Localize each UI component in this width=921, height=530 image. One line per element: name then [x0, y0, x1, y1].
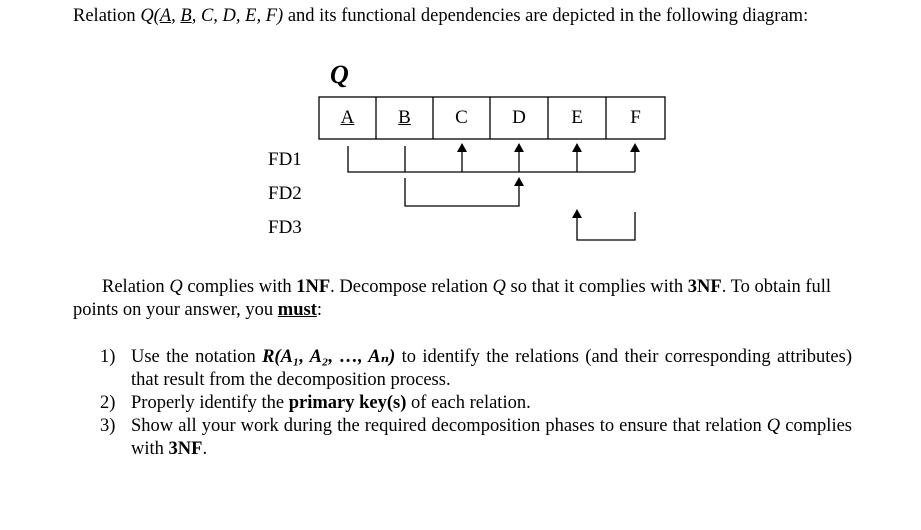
requirements-list [100, 346, 852, 461]
fd1-line [348, 146, 635, 172]
intro-text: Relation Q(A, B, C, D, E, F) and its functional dependencies are depicted in the following diagram: [73, 6, 809, 26]
relation-signature: Q(A, B, C, D, E, F) [140, 6, 284, 26]
attribute-e: E [571, 107, 583, 128]
attribute-c: C [455, 107, 468, 128]
list-item: 2) Properly identify the primary key(s) of each relation. [100, 393, 531, 413]
list-item: 1) Use the notation R(A₁, A₂, …, Aₙ) to identify the relations (and their corresponding attributes) that result from the decomposition process. [100, 347, 852, 390]
attribute-f: F [630, 107, 641, 128]
fd1-label: FD1 [268, 149, 302, 170]
fd1-arrow-e [572, 143, 582, 152]
fd3-label: FD3 [268, 217, 302, 238]
fd2-label: FD2 [268, 183, 302, 204]
list-item: 3) Show all your work during the required decomposition phases to ensure that relation Q complies with 3NF. [100, 416, 853, 459]
attribute-a: A [340, 107, 355, 128]
instructions-paragraph: Relation Q complies with 1NF. Decompose relation Q so that it complies with 3NF. To obtain full points on your answer, you must: [73, 277, 832, 320]
must-emphasis: must [277, 300, 317, 320]
fd3-line [577, 212, 635, 240]
fd1-arrow-d [514, 143, 524, 152]
attribute-b: B [398, 107, 411, 128]
fd1-arrow-f [630, 143, 640, 152]
relation-name: Q [330, 60, 349, 89]
attribute-d: D [512, 107, 526, 128]
fd2-line [405, 178, 519, 206]
fd3-arrow-e [572, 209, 582, 218]
attribute-table-border [319, 97, 665, 139]
fd2-arrow-d [514, 177, 524, 186]
fd1-arrow-c [457, 143, 467, 152]
